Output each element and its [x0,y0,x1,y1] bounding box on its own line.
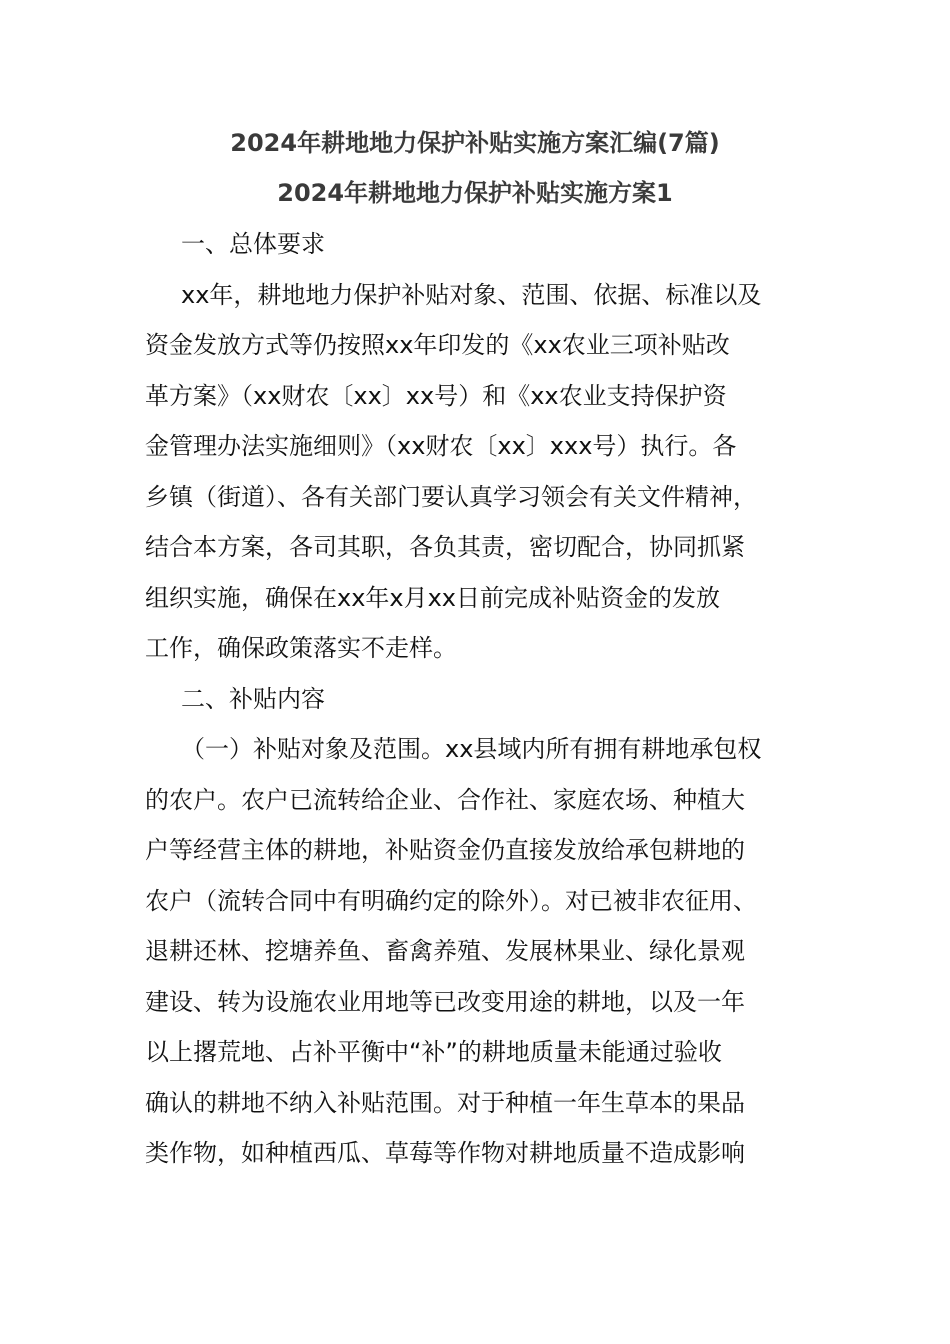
paragraph-line: 农户（流转合同中有明确约定的除外）。对已被非农征用、 [145,887,757,915]
paragraph-line: 组织实施，确保在xx年x月xx日前完成补贴资金的发放 [145,584,721,612]
paragraph-line: 类作物，如种植西瓜、草莓等作物对耕地质量不造成影响 [145,1139,745,1167]
section-heading-2: 二、补贴内容 [181,685,325,713]
paragraph-line: （一）补贴对象及范围。xx县域内所有拥有耕地承包权 [181,735,762,763]
paragraph-line: 结合本方案，各司其职，各负其责，密切配合，协同抓紧 [145,533,745,561]
document-subtitle: 2024年耕地地力保护补贴实施方案1 [277,179,673,207]
paragraph-line: 金管理办法实施细则》（xx财农〔xx〕xxx号）执行。各 [145,432,737,460]
paragraph-line: 确认的耕地不纳入补贴范围。对于种植一年生草本的果品 [145,1089,745,1117]
paragraph-line: 资金发放方式等仍按照xx年印发的《xx农业三项补贴改 [145,331,730,359]
paragraph-line: 乡镇（街道）、各有关部门要认真学习领会有关文件精神， [145,483,757,511]
paragraph-line: 建设、转为设施农业用地等已改变用途的耕地，以及一年 [145,988,745,1016]
paragraph-line: 退耕还林、挖塘养鱼、畜禽养殖、发展林果业、绿化景观 [145,937,745,965]
paragraph-line: 的农户。农户已流转给企业、合作社、家庭农场、种植大 [145,786,745,814]
document-title: 2024年耕地地力保护补贴实施方案汇编(7篇) [230,129,720,157]
paragraph-line: 工作，确保政策落实不走样。 [145,634,457,662]
paragraph-line: 户等经营主体的耕地，补贴资金仍直接发放给承包耕地的 [145,836,745,864]
section-heading-1: 一、总体要求 [181,230,325,258]
paragraph-line: 以上撂荒地、占补平衡中“补”的耕地质量未能通过验收 [145,1038,722,1066]
paragraph-line: 革方案》（xx财农〔xx〕xx号）和《xx农业支持保护资 [145,382,727,410]
paragraph-line: xx年，耕地地力保护补贴对象、范围、依据、标准以及 [181,281,762,309]
